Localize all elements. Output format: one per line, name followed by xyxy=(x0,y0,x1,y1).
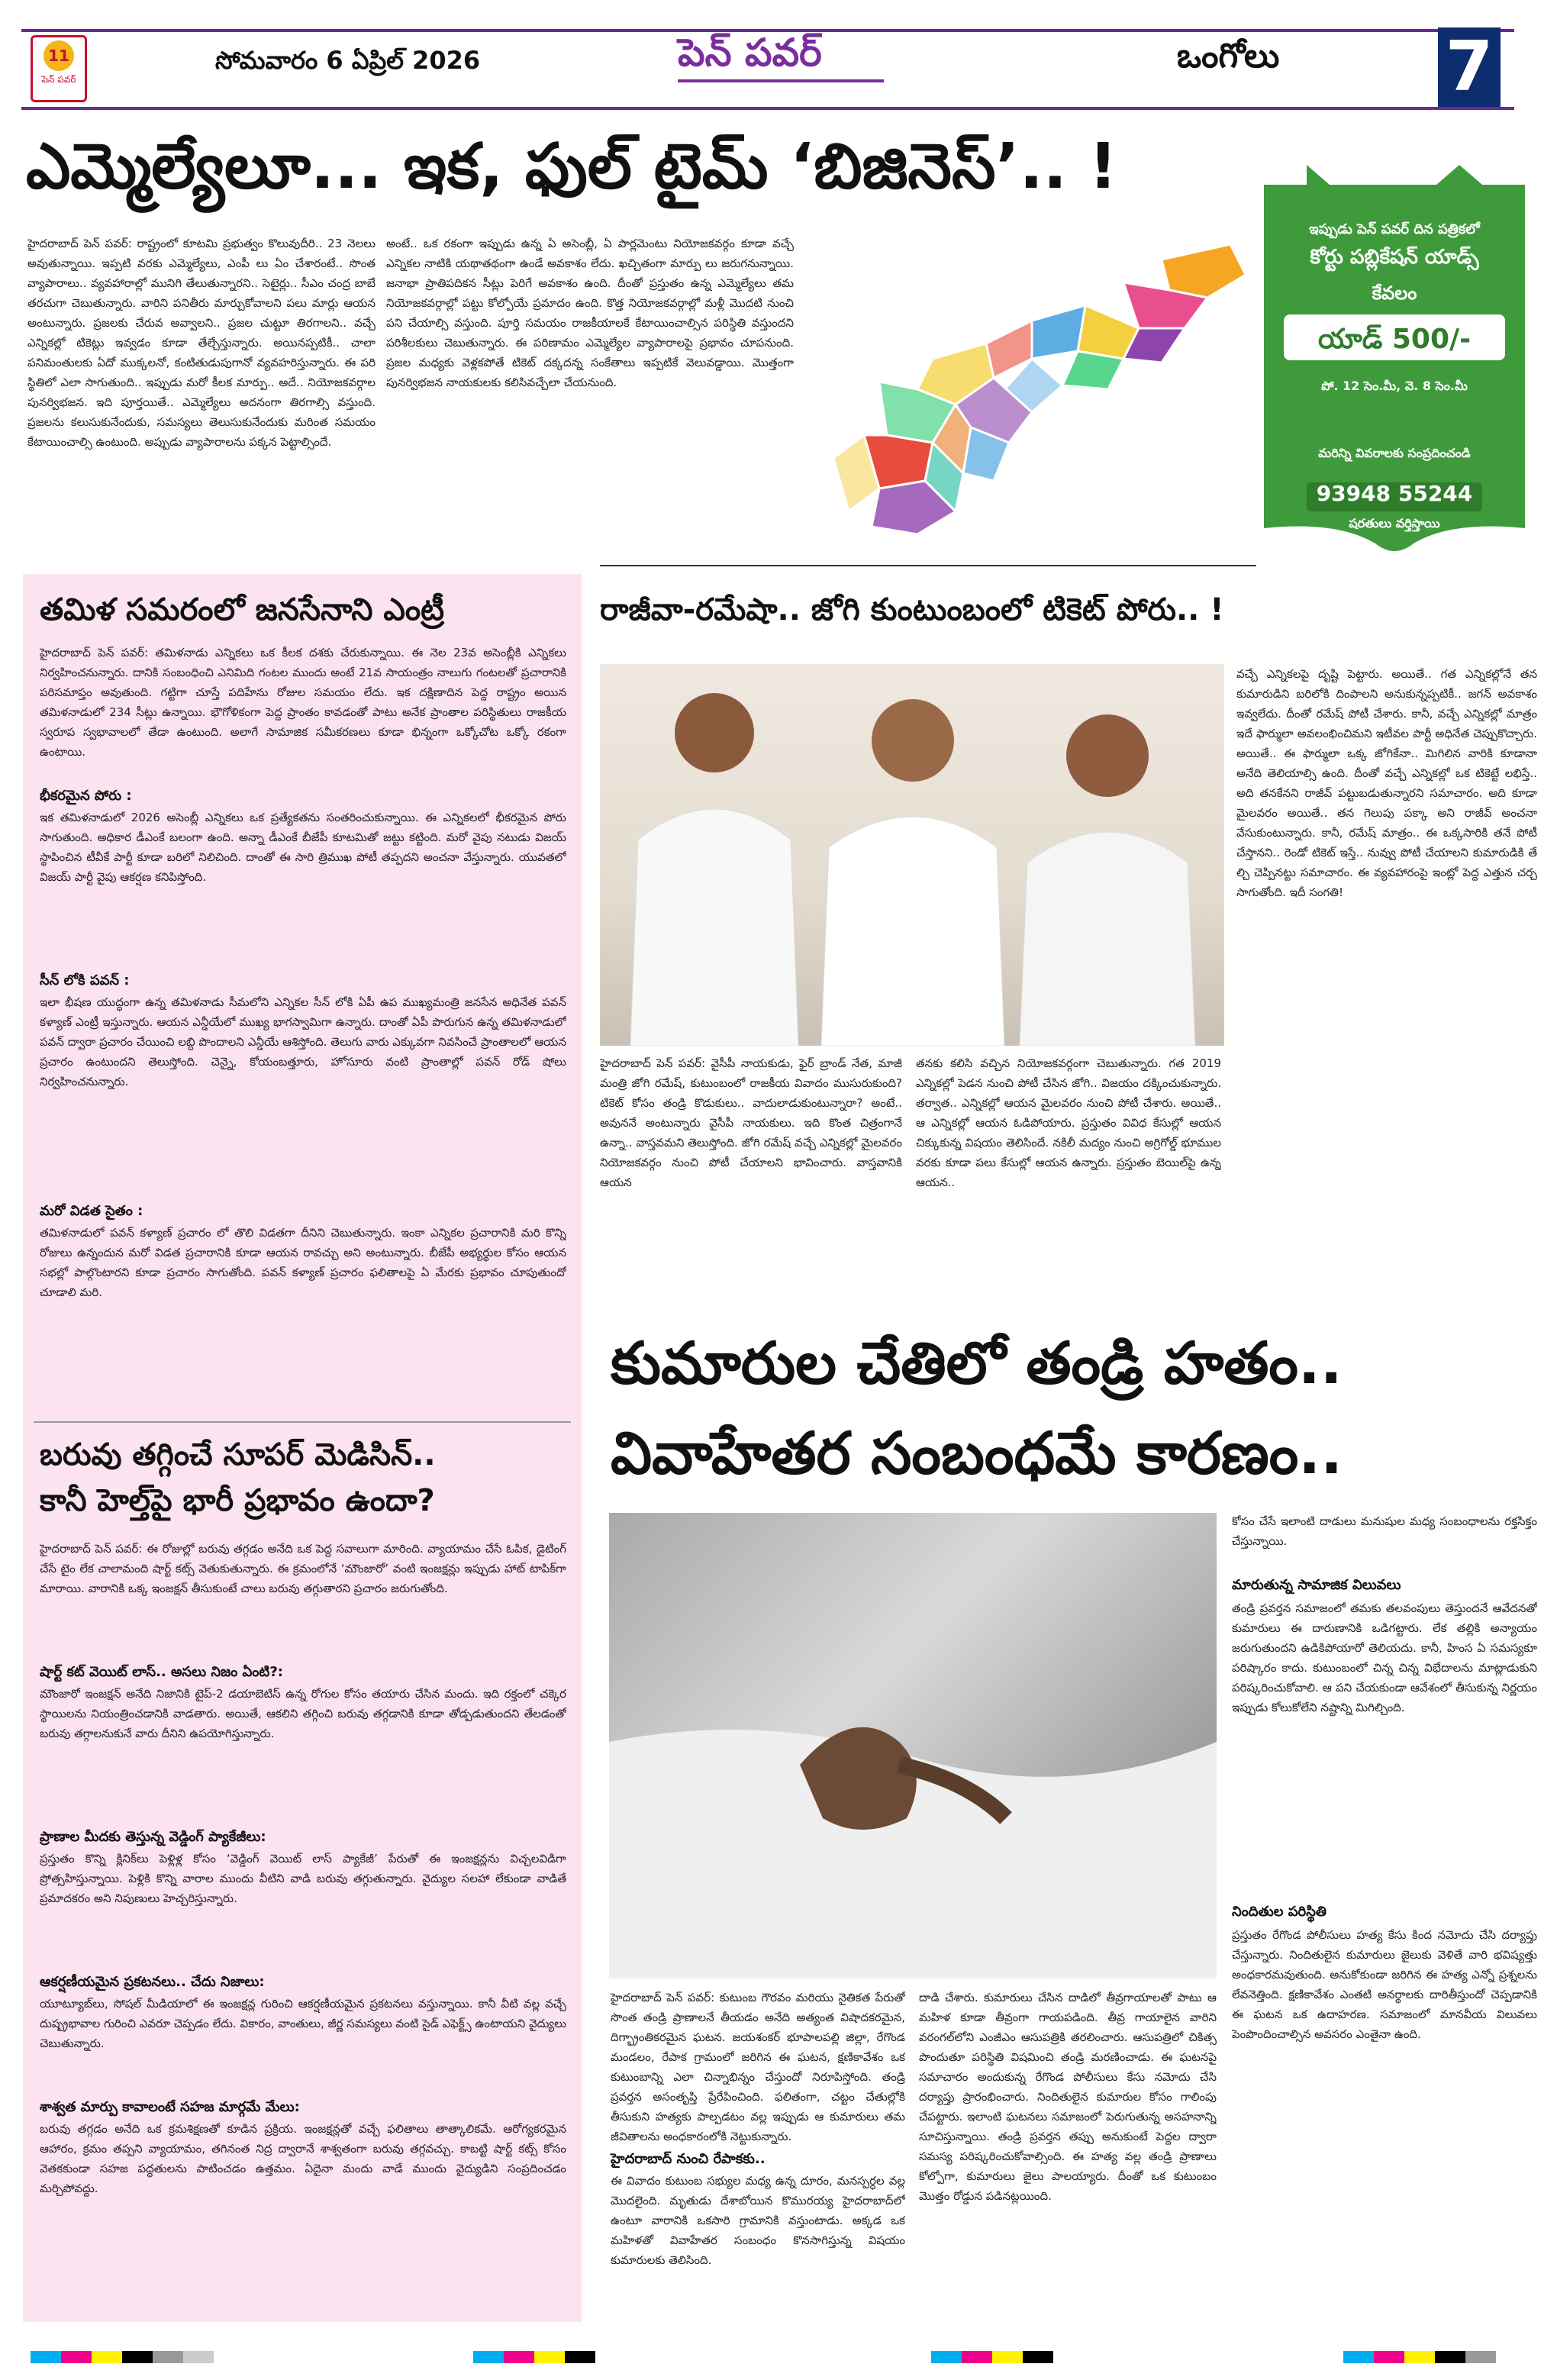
ad-line-3: కేవలం xyxy=(1372,282,1417,304)
story1-para-1: హైదరాబాద్ పెన్ పవర్: తమిళనాడు ఎన్నికలు ఒక కీలక దశకు చేరుకున్నాయి. ఈ నెల 23వ అసెంబ్లీకి ఎన్నికలు నిర్వహించనున్నారు. దానికి సంబంధించి ఎనిమిది గంటల ముందు అంటే 21వ సాయంత్రం నాలుగు గంటలతో ప్రచారానికి పరిసమాప్తం అవుతుంది. గట్టిగా చూస్తే పదిహేను రోజుల సమయం లేదు. ఇక దక్షిణాదిన పెద్ద రాష్ట్రం అయిన తమిళనాడులో 234 సీట్లు ఉన్నాయి. భౌగోళికంగా పెద్ద ప్రాంతం కావడంతో పాటు అనేక ప్రాంతాల పరిస్థితులు రాజకీయ స్వరూప స్వభావాలలో తేడా ఉంటుంది. అలాగే సామాజిక సమీకరణలు కూడా భిన్నంగా ఒక్కోచోట ఒక్కో రకంగా ఉంటాయి. xyxy=(40,646,566,759)
ad-terms: షరతులు వర్తిస్తాయి xyxy=(1349,516,1440,531)
map-region-1 xyxy=(1162,244,1246,298)
story2-headline-2: కానీ హెల్త్‌పై భారీ ప్రభావం ఉందా? xyxy=(40,1483,435,1518)
story4-headline-2: వివాహేతర సంబంధమే కారణం.. xyxy=(611,1419,1343,1487)
story2-subhead-3: ఆకర్షణీయమైన ప్రకటనలు.. చేదు నిజాలు: xyxy=(40,1974,265,1990)
story3-headline: రాజీవా-రమేషా.. జోగి కుంటుంబంలో టికెట్ పోరు.. ! xyxy=(600,592,1224,627)
story4-column-1b: ఈ వివాదం కుటుంబ సభ్యుల మధ్య ఉన్న దూరం, మనస్పర్ధల వల్ల మొదలైంది. మృతుడు దేశాబోయిన కొమురయ్య హైదరాబాద్‌లో ఉంటూ వారానికి ఒకసారి గ్రామానికి వస్తుంటాడు. అక్కడ ఒక మహిళతో వివాహేతర సంబంధం కొనసాగిస్తున్న విషయం కుమారులకు తెలిసింది. xyxy=(611,2174,905,2267)
edition-city: ఒంగోలు xyxy=(1177,37,1280,76)
story1-para-4: తమిళనాడులో పవన్ కళ్యాణ్ ప్రచారం లో తొలి విడతగా దీనిని చెబుతున్నారు. ఇంకా ఎన్నికల ప్రచారానికి మరి కొన్ని రోజులు ఉన్నందున మరో విడత ప్రచారానికి కూడా ఆయన రావచ్చు అని అంటున్నారు. బీజేపీ అభ్యర్థుల కోసం ఆయన సభల్లో పాల్గొంటారని కూడా ప్రచారం సాగుతోంది. పవన్ కళ్యాణ్ ప్రచారం ఫలితాలపై ఏ మేరకు ప్రభావం చూపుతుందో చూడాలి మరి. xyxy=(40,1226,566,1299)
story3-column-1: హైదరాబాద్ పెన్ పవర్: వైసీపీ నాయకుడు, ఫైర్ బ్రాండ్ నేత, మాజీ మంత్రి జోగి రమేష్, కుటుంబంలో రాజకీయ వివాదం ముసురుకుంది? టికెట్ కోసం తండ్రి కొడుకులు.. వాదులాడుకుంటున్నారా? అంటే.. అవుననే అంటున్నారు వైసీపీ నాయకులు. ఇది కొంత చిత్రంగానే ఉన్నా.. వాస్తవమని తెలుస్తోంది. జోగి రమేష్ వచ్చే ఎన్నికల్లో మైలవరం నియోజకవర్గం నుంచి పోటీ చేయాలని భావించారు. వాస్తవానికి ఆయన xyxy=(600,1056,902,1189)
ad-number: 03 xyxy=(1378,162,1410,189)
story2-para-3: ప్రస్తుతం కొన్ని క్లినిక్‌లు పెళ్లిళ్ల కోసం ‘వెడ్డింగ్ వెయిట్ లాస్ ప్యాకేజీ’ పేరుతో ఈ ఇంజక్షన్లను విచ్చలవిడిగా ప్రోత్సహిస్తున్నాయి. పెళ్లికి కొన్ని వారాల ముందు వీటిని వాడి బరువు తగ్గుతున్నారు. వైద్యుల సలహా లేకుండా వాడితే ప్రమాదకరం అని నిపుణులు హెచ్చరిస్తున్నారు. xyxy=(40,1852,566,1905)
three-men-photo-image xyxy=(600,664,1224,1046)
story1-para-2: ఇక తమిళనాడులో 2026 అసెంబ్లీ ఎన్నికలు ఒక ప్రత్యేకతను సంతరించుకున్నాయి. ఈ ఎన్నికలలో భీకరమైన పోరు సాగుతుంది. అధికార డీఎంకే బలంగా ఉంది. అన్నా డీఎంకే బీజేపీ కూటమితో జట్టు కట్టింది. మరో వైపు నటుడు విజయ్ స్థాపించిన టీవీకే పార్టీ కూడా బరిలో నిలిచింది. దాంతో ఈ సారి త్రిముఖ పోటీ తప్పదని అంచనా వేస్తున్నారు. యువతలో విజయ్ పార్టీ వైపు ఆకర్షణ కనిపిస్తోంది. xyxy=(40,811,566,884)
story4-column-3b: తండ్రి ప్రవర్తన సమాజంలో తమకు తలవంపులు తెస్తుందనే ఆవేదనతో కుమారులు ఈ దారుణానికి ఒడిగట్టారు. లేక తల్లికి అన్యాయం జరుగుతుందని ఉడికిపోయారో తెలియదు. కానీ, హింస ఏ సమస్యకూ పరిష్కారం కాదు. కుటుంబంలో చిన్న చిన్న విభేదాలను మాట్లాడుకుని పరిష్కరించుకోవాలి. ఆ పని చేయకుండా ఆవేశంలో తీసుకున్న నిర్ణయం ఇప్పుడు కోలుకోలేని నష్టాన్ని మిగిల్చింది. xyxy=(1232,1601,1537,1714)
paper-logo xyxy=(31,35,87,102)
ad-price: యాడ్ 500/- xyxy=(1317,324,1472,355)
paper-name-underline xyxy=(678,79,884,82)
map-region-6 xyxy=(1062,351,1123,389)
story4-column-1: హైదరాబాద్ పెన్ పవర్: కుటుంబ గౌరవం మరియు నైతికత పేరుతో సొంత తండ్రి ప్రాణాలనే తీయడం అనేది అత్యంత విషాదకరమైన, దిగ్భ్రాంతికరమైన ఘటన. జయశంకర్ భూపాలపల్లి జిల్లా, రేగొండ మండలం, రేపాక గ్రామంలో జరిగిన ఈ ఘటన, క్షణికావేశం ఒక కుటుంబాన్ని ఎలా చిన్నాభిన్నం చేస్తుందో నిరూపిస్తోంది. తండ్రి ప్రవర్తన అసంతృప్తి ప్రేరేపించింది. ఫలితంగా, చట్టం చేతుల్లోకి తీసుకుని హత్యకు పాల్పడటం వల్ల ఇప్పుడు ఆ కుమారులు తమ జీవితాలను అంధకారంలోకి నెట్టుకున్నారు. xyxy=(611,1991,905,2143)
registration-strip-right xyxy=(1343,2351,1496,2363)
story2-para-1: హైదరాబాద్ పెన్ పవర్: ఈ రోజుల్లో బరువు తగ్గడం అనేది ఒక పెద్ద సవాలుగా మారింది. వ్యాయామం చేసే ఓపిక, డైటింగ్ చేసే టైం లేక చాలామంది షార్ట్ కట్స్ వెతుకుతున్నారు. ఈ క్రమంలోనే ‘మౌంజారో’ వంటి ఇంజక్షన్లు ఇప్పుడు హాట్ టాపిక్‌గా మారాయి. వారానికి ఒక్క ఇంజక్షన్ తీసుకుంటే చాలు బరువు తగ్గుతారని ప్రచారం జరుగుతోంది. xyxy=(40,1542,566,1595)
lifeless-hand-photo-image xyxy=(609,1513,1217,1978)
story1-subhead-2: సీన్ లోకి పవన్ : xyxy=(40,972,130,988)
ad-line-2: కోర్టు పబ్లికేషన్ యాడ్స్ xyxy=(1310,246,1479,269)
story4-column-3c: ప్రస్తుతం రేగొండ పోలీసులు హత్య కేసు కింద నమోదు చేసి దర్యాప్తు చేస్తున్నారు. నిందితులైన కుమారులు జైలుకు వెళితే వారి భవిష్యత్తు అంధకారమవుతుంది. అనుకోకుండా జరిగిన ఈ హత్య ఎన్నో ప్రశ్నలను లేవనెత్తింది. క్షణికావేశం ఎంతటి అనర్థాలకు దారితీస్తుందో చెప్పడానికి ఈ ఘటన ఒక ఉదాహరణ. సమాజంలో మానవీయ విలువలు పెంపొందించాల్సిన అవసరం ఎంతైనా ఉంది. xyxy=(1232,1928,1537,2041)
page-number: 7 xyxy=(1438,27,1501,107)
story3-column-3: వచ్చే ఎన్నికలపై దృష్టి పెట్టారు. అయితే.. గత ఎన్నికల్లోనే తన కుమారుడిని బరిలోకి దింపాలని అనుకున్నప్పటికీ.. జగన్ అవకాశం ఇవ్వలేదు. దీంతో రమేష్ పోటీ చేశారు. కానీ, వచ్చే ఎన్నికల్లో మాత్రం ఇదే ఫార్ములా అవలంభించిమని ఇటీవల పార్టీ అధినేత చెప్పుకొచ్చారు. అయితే.. ఈ ఫార్ములా ఒక్క జోగికేనా.. మిగిలిన వారికి కూడానా అనేది తెలియాల్సి ఉంది. దీంతో వచ్చే ఎన్నికల్లో ఒక టికెట్టే లభిస్తే.. అది తనకేనని రాజీవ్ పట్టుబడుతున్నారని సమాచారం. అది కూడా మైలవరం అయితే.. తన గెలుపు పక్కా అని రాజీవ్ అంచనా వేసుకుంటున్నారు. కానీ, రమేష్ మాత్రం.. ఈ ఒక్కసారికి తనే పోటీ చేస్తానని.. రెండో టికెట్ ఇస్తే.. నువ్వు పోటీ చేయాలని కుమారుడికి తే ల్చి చెప్పినట్టు సమాచారం. ఈ వ్యవహారంపై ఇంట్లో పెద్ద ఎత్తున చర్చ సాగుతోంది. ఇదీ సంగతి! xyxy=(1236,667,1537,899)
section-divider xyxy=(600,565,1256,566)
story2-para-5: బరువు తగ్గడం అనేది ఒక క్రమశిక్షణతో కూడిన ప్రక్రియ. ఇంజక్షన్లతో వచ్చే ఫలితాలు తాత్కాలికమే. ఆరోగ్యకరమైన ఆహారం, క్రమం తప్పని వ్యాయామం, తగినంత నిద్ర ద్వారానే శాశ్వతంగా బరువు తగ్గవచ్చు. కాబట్టి షార్ట్ కట్స్ కోసం వెతకకుండా సహజ పద్ధతులను పాటించడం ఉత్తమం. ఏదైనా మందు వాడే ముందు వైద్యుడిని సంప్రదించడం మర్చిపోవద్దు. xyxy=(40,2122,566,2195)
story3-column-2: తనకు కలిసి వచ్చిన నియోజకవర్గంగా చెబుతున్నారు. గత 2019 ఎన్నికల్లో పెడన నుంచి పోటీ చేసిన జోగి.. విజయం దక్కించుకున్నారు. తర్వాత.. ఎన్నికల్లో ఆయన మైలవరం నుంచి పోటీ చేశారు. అయితే.. ఆ ఎన్నికల్లో ఆయన ఓడిపోయారు. ప్రస్తుతం వివిధ కేసుల్లో ఆయన చిక్కుకున్న విషయం తెలిసిందే. నకిలీ మద్యం నుంచి అగ్రిగోల్డ్ భూముల వరకు కూడా పలు కేసుల్లో ఆయన ఉన్నారు. ప్రస్తుతం బెయిల్‌పై ఉన్న ఆయన.. xyxy=(916,1056,1221,1189)
story4-column-3a: కోసం చేసే ఇలాంటి దాడులు మనుషుల మధ్య సంబంధాలను రక్తసిక్తం చేస్తున్నాయి. xyxy=(1232,1514,1537,1548)
ad-phone: 93948 55244 xyxy=(1316,481,1473,506)
sidebar-divider xyxy=(34,1421,571,1423)
story2-para-2: మౌంజారో ఇంజక్షన్ అనేది నిజానికి టైప్-2 డయాబెటిస్ ఉన్న రోగుల కోసం తయారు చేసిన మందు. ఇది రక్తంలో చక్కెర స్థాయిలను నియంత్రించడానికి వాడతారు. అయితే, ఆకలిని తగ్గించి బరువు తగ్గడానికి కూడా తోడ్పడుతుందని తేలడంతో బరువు తగ్గాలనుకునే వారు దీనిని ఉపయోగిస్తున్నారు. xyxy=(40,1687,566,1740)
paper-name: పెన్ పవర్ xyxy=(678,31,822,75)
story4-subhead-3: నిందితుల పరిస్థితి xyxy=(1232,1904,1327,1920)
state-map xyxy=(803,229,1253,542)
issue-date: సోమవారం 6 ఏప్రిల్ 2026 xyxy=(215,46,481,75)
lead-column-1: హైదరాబాద్ పెన్ పవర్: రాష్ట్రంలో కూటమి ప్రభుత్వం కొలువుదీరి.. 23 నెలలు అవుతున్నాయి. ఇప్పటి వరకు ఎమ్మెల్యేలు, ఎంపీ లు ఏం చేశారంటే.. సొంత వ్యాపారాలు.. వ్యవహారాల్లో మునిగి తేలుతున్నారని.. సెటైర్లు.. సీఎం చంద్ర బాబే తరచుగా చెబుతున్నారు. వారిని పనితీరు మార్చుకోవాలని పలు మార్లు ఆయన అంటున్నారు. ప్రజలకు చేరువ అవ్వాలని.. ప్రజల చుట్టూ తిరగాలని.. వచ్చే ఎన్నికల్లో టికెట్లు ఇవ్వడం కూడా తేల్చేస్తున్నారు. అయినప్పటికీ.. చాలా పనిమంతులకు ఏదో ముక్కలనో, కంటితుడుపుగానో వ్యవహరిస్తున్నారు. ఈ పరి స్థితిలో ఎలా సాగుతుంది.. ఇప్పుడు మరో కీలక మార్పు.. అదే.. నియోజకవర్గాల పునర్విభజన. ఇది పూర్తయితే.. ఎమ్మెల్యేలు అదనంగా తిరగాల్సి వస్తుంది. ప్రజలను కలుసుకునేందుకు, సమస్యలు తెలుసుకునేందుకు మరింత సమయం కేటాయించాల్సి ఉంటుంది. అప్పుడు వ్యాపారాలను పక్కన పెట్టాల్సిందే. xyxy=(27,237,376,449)
story2-subhead-2: ప్రాణాల మీదకు తెస్తున్న వెడ్డింగ్ ప్యాకేజీలు: xyxy=(40,1829,266,1845)
story4-subhead-2: మారుతున్న సామాజిక విలువలు xyxy=(1232,1577,1401,1593)
story4-subhead-1: హైదరాబాద్ నుంచి రేపాకకు.. xyxy=(611,2151,766,2167)
story4-photo xyxy=(609,1513,1217,1978)
story3-photo xyxy=(600,664,1224,1046)
story4-column-2: దాడి చేశారు. కుమారులు చేసిన దాడిలో తీవ్రగాయాలతో పాటు ఆ మహిళ కూడా తీవ్రంగా గాయపడింది. తీవ్ర గాయాలైన వారిని వరంగల్‌లోని ఎంజీఎం ఆసుపత్రికి తరలించారు. ఆసుపత్రిలో చికిత్స పొందుతూ పరిస్థితి విషమించి తండ్రి మరణించాడు. ఈ ఘటనపై సమాచారం అందుకున్న రేగొండ పోలీసులు కేసు నమోదు చేసి దర్యాప్తు ప్రారంభించారు. నిందితులైన కుమారుల కోసం గాలింపు చేపట్టారు. ఇలాంటి ఘటనలు సమాజంలో పెరుగుతున్న అసహనాన్ని సూచిస్తున్నాయి. తండ్రి ప్రవర్తన తప్పు అనుకుంటే పెద్దల ద్వారా సమస్య పరిష్కరించుకోవాల్సింది. ఈ హత్య వల్ల తండ్రి ప్రాణాలు కోల్పోగా, కుమారులు జైలు పాలయ్యారు. దీంతో ఒక కుటుంబం మొత్తం రోడ్డున పడినట్లయింది. xyxy=(919,1991,1217,2203)
lead-headline: ఎమ్మెల్యేలూ... ఇక, ఫుల్ టైమ్ ‘బిజినెస్’.. ! xyxy=(26,131,1117,203)
story2-subhead-1: షార్ట్ కట్ వెయిట్ లాస్.. అసలు నిజం ఏంటి?: xyxy=(40,1664,283,1680)
ad-size: పో. 12 సెం.మీ, వె. 8 సెం.మీ xyxy=(1321,379,1468,393)
registration-strip-mid-1 xyxy=(473,2351,595,2363)
story1-para-3: ఇలా భీషణ యుద్ధంగా ఉన్న తమిళనాడు సీమలోని ఎన్నికల సీన్ లోకి ఏపీ ఉప ముఖ్యమంత్రి జనసేన అధినేత పవన్ కళ్యాణ్ ఎంట్రీ ఇస్తున్నారు. ఆయన ఎన్డీయేలో ముఖ్య భాగస్వామిగా ఉన్నారు. దాంతో ఏపీ పొరుగున ఉన్న తమిళనాడులో పవన్ ద్వారా ప్రచారం చేయించి లబ్ది పొందాలని ఎన్డీయే ఆశిస్తోంది. తెలుగు వారు ఎక్కువగా నివసించే ప్రాంతాలలో ఆయన ప్రచారం ఉంటుందని తెలుస్తోంది. చెన్నై, కోయంబత్తూరు, హోసూరు వంటి ప్రాంతాల్లో పవన్ రోడ్ షోలు నిర్వహించనున్నారు. xyxy=(40,995,566,1088)
ad-line-1: ఇప్పుడు పెన్ పవర్ దిన పత్రికలో xyxy=(1309,221,1480,237)
medal-icon: 11 xyxy=(44,40,74,71)
registration-strip-left xyxy=(31,2351,214,2363)
story1-headline: తమిళ సమరంలో జనసేనాని ఎంట్రీ xyxy=(40,592,444,627)
lead-column-2: అంటే.. ఒక రకంగా ఇప్పుడు ఉన్న ఏ అసెంబ్లీ, ఏ పార్లమెంటు నియోజకవర్గం కూడా వచ్చే ఎన్నికల నాటికి యథాతథంగా ఉండే అవకాశం లేదు. ఖచ్చితంగా మార్పు లు జరుగనున్నాయి. జనాభా ప్రాతిపదికన సీట్లు పెరిగే అవకాశం ఉంది. దీంతో ప్రస్తుతం ఉన్న ఎమ్మెల్యేలు తమ నియోజకవర్గాల్లో పట్టు కోల్పోయే ప్రమాదం ఉంది. కొత్త నియోజకవర్గాల్లో మళ్లీ మొదటి నుంచి పని చేయాల్సి వస్తుంది. పూర్తి సమయం రాజకీయాలకే కేటాయించాల్సిన పరిస్థితి వస్తుందని పరిశీలకులు చెబుతున్నారు. ఈ పరిణామం ఎమ్మెల్యేల వ్యాపారాలపై ప్రభావం చూపనుంది. ప్రజల మధ్యకు వెళ్లకపోతే టికెట్ దక్కదన్న సంకేతాలు ఇప్పటికే వెలువడ్డాయి. మొత్తంగా పునర్విభజన నాయకులకు కలిసివచ్చేలా చేయనుంది. xyxy=(386,237,794,389)
story2-para-4: యూట్యూబ్‌లు, సోషల్ మీడియాలో ఈ ఇంజక్షన్ల గురించి ఆకర్షణీయమైన ప్రకటనలు వస్తున్నాయి. కానీ వీటి వల్ల వచ్చే దుష్ప్రభావాల గురించి ఎవరూ చెప్పడం లేదు. వికారం, వాంతులు, జీర్ణ సమస్యలు వంటి సైడ్ ఎఫెక్ట్స్ ఉంటాయని వైద్యులు చెబుతున్నారు. xyxy=(40,1997,566,2050)
logo-text: పెన్ పవర్ xyxy=(41,74,76,85)
registration-strip-mid-2 xyxy=(931,2351,1053,2363)
story2-headline-1: బరువు తగ్గించే సూపర్ మెడిసిన్.. xyxy=(40,1437,436,1472)
ad-contact-note: మరిన్ని వివరాలకు సంప్రదించండి xyxy=(1318,446,1471,460)
story4-headline-1: కుమారుల చేతిలో తండ్రి హతం.. xyxy=(611,1329,1343,1397)
story1-subhead-1: భీకరమైన పోరు : xyxy=(40,788,132,804)
story2-subhead-4: శాశ్వత మార్పు కావాలంటే సహజ మార్గమే మేలు: xyxy=(40,2099,300,2115)
story1-subhead-3: మరో విడత సైతం : xyxy=(40,1203,143,1219)
